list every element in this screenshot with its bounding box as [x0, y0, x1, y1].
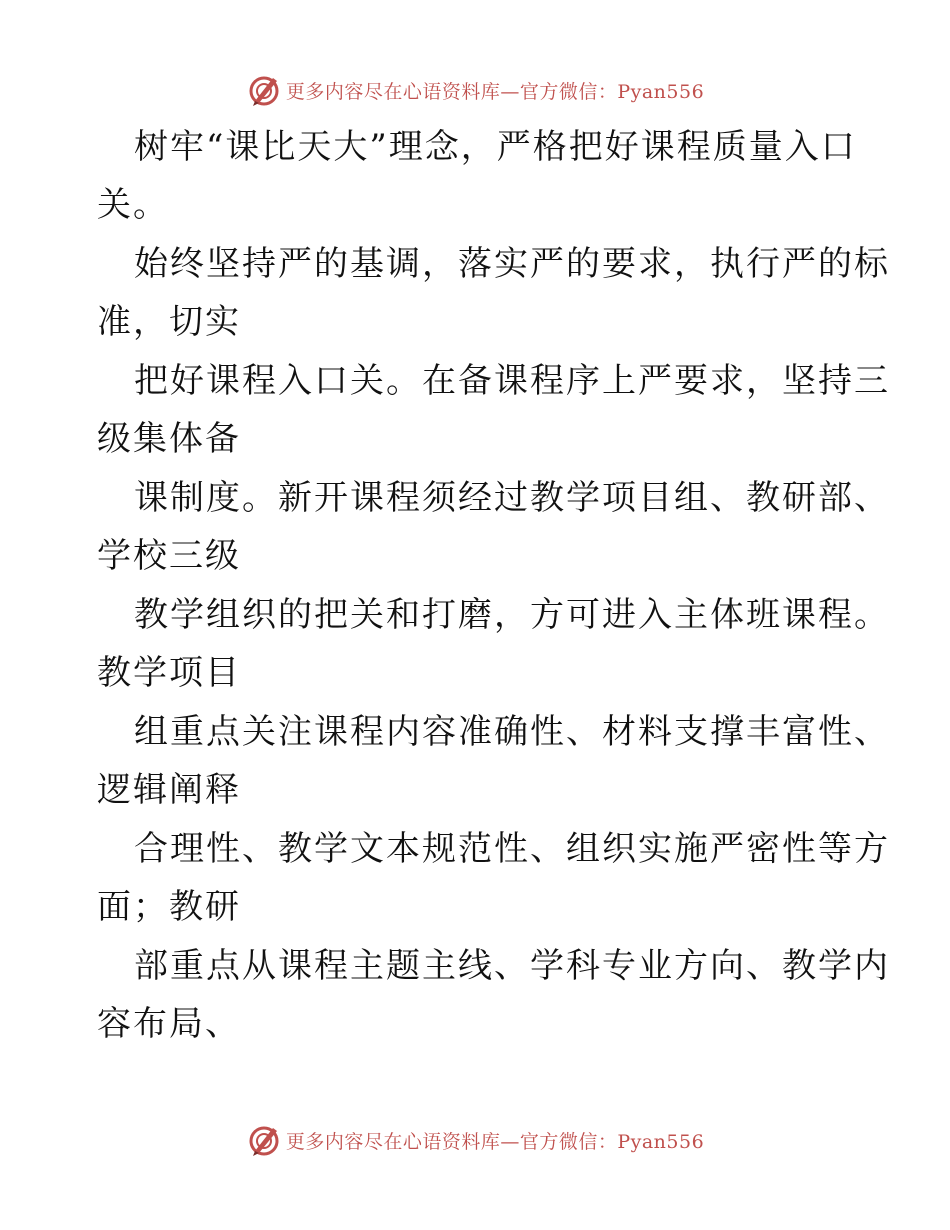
text-line: 级集体备	[97, 419, 241, 459]
text-line: 把好课程入口关。在备课程序上严要求，坚持三	[134, 361, 890, 401]
text-line: 组重点关注课程内容准确性、材料支撑丰富性、	[134, 712, 890, 752]
text-line: 逻辑阐释	[97, 770, 241, 810]
text-line: 始终坚持严的基调，落实严的要求，执行严的标	[134, 244, 890, 284]
text-line: 学校三级	[97, 536, 241, 576]
text-line: 合理性、教学文本规范性、组织实施严密性等方	[134, 829, 890, 869]
pen-logo-icon	[246, 72, 282, 108]
pen-logo-icon	[246, 1122, 282, 1158]
footer-banner-text: 更多内容尽在心语资料库—官方微信：Pyan556	[285, 1130, 705, 1153]
text-line: 部重点从课程主题主线、学科专业方向、教学内	[134, 946, 890, 986]
text-line: 容布局、	[97, 1004, 241, 1044]
header-banner	[0, 70, 950, 110]
footer-banner	[0, 1120, 950, 1160]
text-line: 面；教研	[97, 887, 241, 927]
text-line: 准，切实	[97, 302, 241, 342]
text-line: 树牢“课比天大”理念，严格把好课程质量入口	[134, 127, 857, 167]
text-line: 课制度。新开课程须经过教学项目组、教研部、	[134, 478, 890, 518]
text-line: 教学组织的把关和打磨，方可进入主体班课程。	[134, 595, 890, 635]
header-banner-text: 更多内容尽在心语资料库—官方微信：Pyan556	[285, 80, 705, 103]
text-line: 教学项目	[97, 653, 241, 693]
text-line: 关。	[97, 185, 169, 225]
